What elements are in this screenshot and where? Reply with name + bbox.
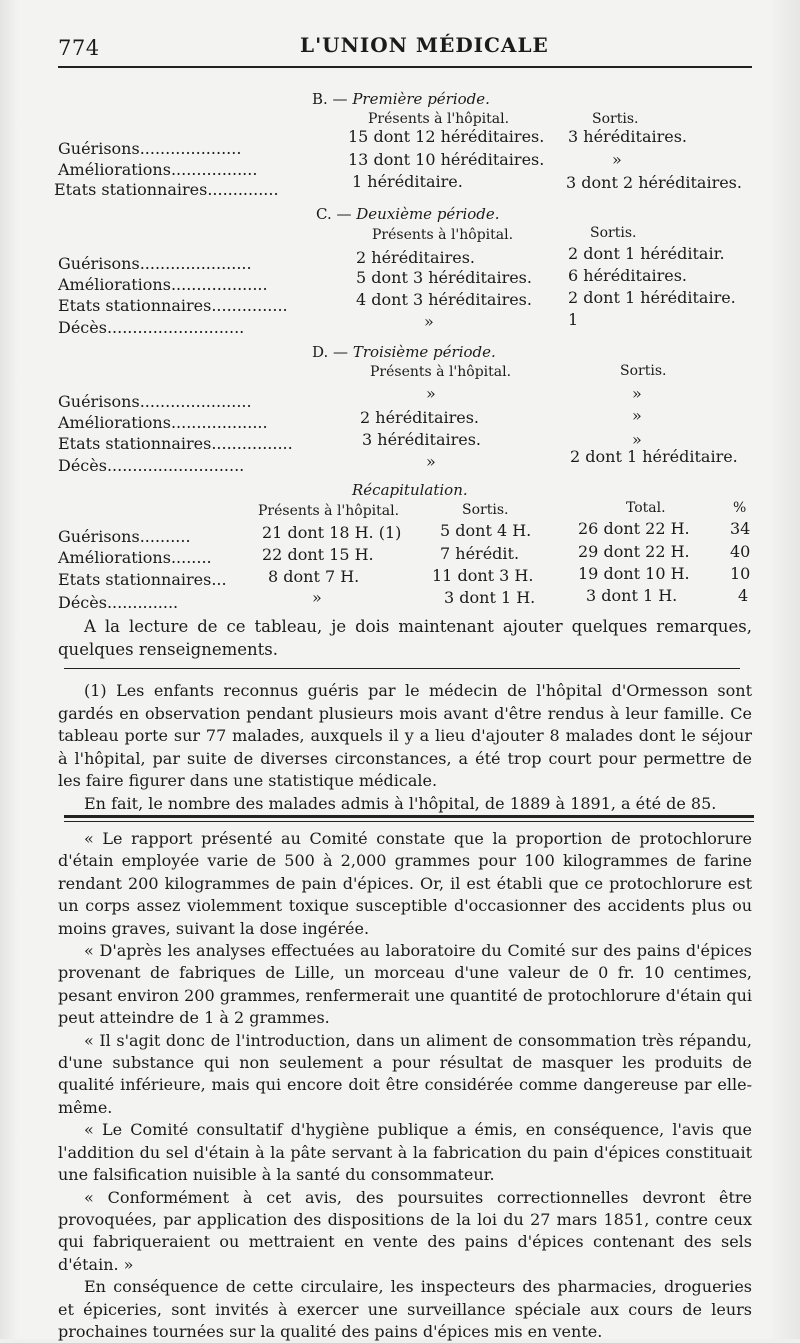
section-d-col-sortis: Sortis. (620, 363, 667, 379)
section-c-row-label: Décès........................... (58, 318, 245, 337)
section-d-row-present: 2 héréditaires. (360, 408, 480, 427)
section-c-title: C. — Deuxième période. (316, 205, 500, 223)
section-d-row-label: Guérisons...................... (58, 392, 252, 411)
recap-col-pct: % (733, 500, 747, 516)
section-c-row-sortis: 1 (568, 310, 579, 329)
section-d-row-sortis: » (632, 406, 642, 425)
recap-col-present: Présents à l'hôpital. (258, 503, 400, 519)
section-b-row-label: Améliorations................. (58, 160, 258, 179)
section-d-col-present: Présents à l'hôpital. (370, 364, 512, 380)
section-d-row-label: Améliorations................... (58, 413, 268, 432)
section-c-row-sortis: 2 dont 1 héréditair. (568, 244, 725, 263)
section-c-row-label: Améliorations................... (58, 275, 268, 294)
section-d-row-sortis: » (632, 430, 642, 449)
recap-row-sortis: 7 hérédit. (440, 544, 520, 563)
footnote-paragraph: (1) Les enfants reconnus guéris par le médecin de l'hôpital d'Ormesson sont gardés en observation pendant plusieurs mois avant d'être rendus à leur famille. Ce tableau porte sur 77 malades, auxquels il y a lieu d'ajouter 8 malades dont le séjour à l'hôpital, par suite de diverses circonstances, a été trop court pour permettre de les faire figurer dans une statistique médicale. (58, 681, 752, 791)
section-b-row-label: Guérisons.................... (58, 139, 242, 158)
commentary-paragraph: A la lecture de ce tableau, je dois maintenant ajouter quelques remarques, quelques renseignements. (58, 617, 752, 659)
recap-row-label: Guérisons.......... (58, 527, 191, 546)
footnote-paragraph: En fait, le nombre des malades admis à l'hôpital, de 1889 à 1891, a été de 85. (84, 793, 717, 813)
section-b-title: B. — Première période. (312, 90, 490, 108)
section-d-row-present: » (426, 452, 436, 471)
section-c-row-label: Guérisons...................... (58, 254, 252, 273)
section-c-row-sortis: 2 dont 1 héréditaire. (568, 288, 736, 307)
page-number: 774 (58, 36, 100, 60)
section-c-row-present: 5 dont 3 héréditaires. (356, 268, 532, 287)
table-commentary (58, 616, 752, 661)
recap-row-present: 21 dont 18 H. (1) (262, 523, 402, 542)
recap-row-sortis: 3 dont 1 H. (444, 588, 536, 607)
section-divider (64, 815, 754, 818)
recap-col-sortis: Sortis. (462, 502, 509, 518)
recap-row-label: Améliorations........ (58, 548, 212, 567)
section-c-row-present: 2 héréditaires. (356, 248, 476, 267)
section-c-row-present: 4 dont 3 héréditaires. (356, 290, 532, 309)
recap-row-total: 29 dont 22 H. (578, 542, 690, 561)
article-body (58, 828, 752, 1343)
section-b-row-present: 13 dont 10 héréditaires. (348, 150, 545, 169)
section-c-col-sortis: Sortis. (590, 225, 637, 241)
recap-row-pct: 40 (730, 542, 751, 561)
article-paragraph: « Le rapport présenté au Comité constate que la proportion de protochlorure d'étain employée varie de 500 à 2,000 grammes pour 100 kilogrammes de farine rendant 200 kilogrammes de pain d'épices. Or, il est établi que ce protochlorure est un corps assez violemment toxique susceptible d'occasionner des accidents plus ou moins graves, suivant la dose ingérée. (58, 829, 752, 938)
article-paragraph: « Il s'agit donc de l'introduction, dans un aliment de consommation très répandu, d'une substance qui non seulement a pour résultat de masquer les produits de qualité inférieure, mais qui encore doit être considérée comme dangereuse par elle-même. (58, 1030, 752, 1117)
section-c-col-present: Présents à l'hôpital. (372, 227, 514, 243)
section-b-row-label: Etats stationnaires.............. (54, 180, 279, 199)
journal-title: L'UNION MÉDICALE (300, 33, 549, 57)
recap-row-sortis: 5 dont 4 H. (440, 521, 532, 540)
section-c-row-present: » (424, 312, 434, 331)
section-b-col-present: Présents à l'hôpital. (368, 111, 510, 127)
recap-row-present: 8 dont 7 H. (268, 567, 360, 586)
section-d-row-label: Décès........................... (58, 456, 245, 475)
section-d-row-sortis: » (632, 384, 642, 403)
section-c-row-sortis: 6 héréditaires. (568, 266, 688, 285)
article-paragraph: En conséquence de cette circulaire, les inspecteurs des pharmacies, drogueries et épiceries, sont invités à exercer une surveillance spéciale aux cours de leurs prochaines tournées sur la qualité des pains d'épices mis en vente. (58, 1277, 752, 1341)
section-b-row-sortis: » (612, 150, 622, 169)
section-b-row-present: 1 héréditaire. (352, 172, 463, 191)
recap-row-total: 19 dont 10 H. (578, 564, 690, 583)
header-rule (58, 66, 752, 68)
article-paragraph: « Le Comité consultatif d'hygiène publique a émis, en conséquence, l'avis que l'addition du sel d'étain à la pâte servant à la fabrication du pain d'épices constituait une falsification nuisible à la santé du consommateur. (58, 1120, 752, 1185)
section-b-col-sortis: Sortis. (592, 111, 639, 127)
recap-title: Récapitulation. (352, 481, 468, 499)
section-divider (64, 821, 754, 822)
footnote-rule (64, 668, 740, 669)
recap-col-total: Total. (626, 500, 666, 516)
recap-row-pct: 34 (730, 519, 751, 538)
section-d-row-sortis: 2 dont 1 héréditaire. (570, 447, 738, 466)
recap-row-total: 26 dont 22 H. (578, 519, 690, 538)
recap-row-present: 22 dont 15 H. (262, 545, 374, 564)
section-d-row-present: 3 héréditaires. (362, 430, 482, 449)
recap-row-sortis: 11 dont 3 H. (432, 566, 534, 585)
section-b-row-sortis: 3 dont 2 héréditaires. (566, 173, 742, 192)
article-paragraph: « Conformément à cet avis, des poursuites correctionnelles devront être provoquées, par application des dispositions de la loi du 27 mars 1851, contre ceux qui fabriqueraient ou mettraient en vente des pains d'épices contenant des sels d'étain. » (58, 1187, 752, 1274)
recap-row-present: » (312, 588, 322, 607)
recap-row-pct: 10 (730, 564, 751, 583)
section-b-row-sortis: 3 héréditaires. (568, 127, 688, 146)
article-paragraph: « D'après les analyses effectuées au laboratoire du Comité sur des pains d'épices provenant de fabriques de Lille, un morceau d'une valeur de 0 fr. 10 centimes, pesant environ 200 grammes, renfermerait une quantité de protochlorure d'étain qui peut atteindre de 1 à 2 grammes. (58, 941, 752, 1028)
section-b-row-present: 15 dont 12 héréditaires. (348, 127, 545, 146)
section-d-row-label: Etats stationnaires................ (58, 434, 293, 453)
recap-row-total: 3 dont 1 H. (586, 586, 678, 605)
section-d-title: D. — Troisième période. (312, 343, 496, 361)
recap-row-label: Décès.............. (58, 593, 179, 612)
recap-row-label: Etats stationnaires... (58, 570, 227, 589)
section-c-row-label: Etats stationnaires............... (58, 296, 288, 315)
section-d-row-present: » (426, 384, 436, 403)
footnote (58, 680, 752, 816)
recap-row-pct: 4 (738, 586, 749, 605)
